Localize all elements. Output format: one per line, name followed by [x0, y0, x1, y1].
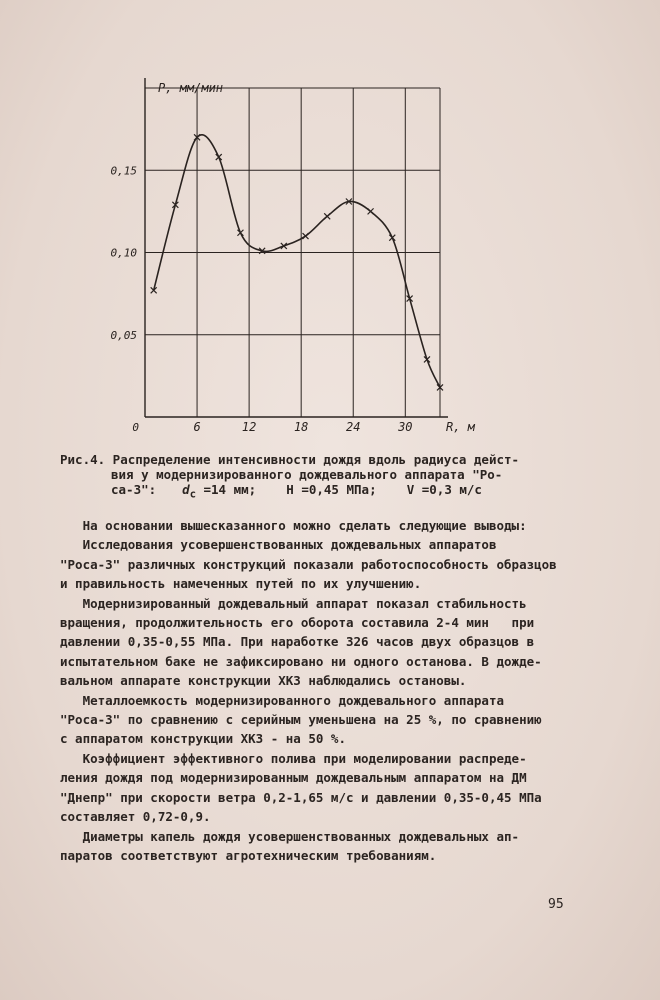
chart-grid — [145, 88, 440, 417]
body-line: составляет 0,72-0,9. — [60, 809, 211, 825]
body-line: ления дождя под модернизированным дождевальным аппаратом на ДМ — [60, 770, 527, 786]
body-text — [60, 516, 600, 865]
caption-symbol-sub: c — [189, 488, 196, 501]
x-axis-label: R, м — [446, 420, 475, 434]
body-line: "Роса-3" различных конструкций показали работоспособность образцов — [60, 556, 557, 572]
chart-tick-labels — [111, 164, 413, 434]
data-point — [368, 208, 374, 214]
caption-diameter: =14 мм; — [203, 482, 257, 497]
body-line: паратов соответствуют агротехническим требованиям. — [60, 847, 437, 863]
caption-symbol-d: d — [182, 482, 190, 497]
body-line: и правильность намеченных путей по их улучшению. — [60, 576, 422, 592]
x-tick-label: 12 — [241, 420, 257, 434]
body-line: "Днепр" при скорости ветра 0,2-1,65 м/с и давлении 0,35-0,45 МПа — [60, 789, 542, 805]
figure-caption — [60, 452, 600, 503]
caption-pressure: H =0,45 МПа; — [286, 482, 377, 497]
body-line: вращения, продолжительность его оборота составила 2-4 мин при — [60, 615, 535, 631]
y-tick-label: 0,05 — [110, 328, 137, 342]
body-line: испытательном баке не зафиксировано ни одного останова. В дожде- — [60, 653, 542, 669]
data-point — [237, 230, 243, 236]
body-line: Исследования усовершенствованных дождевальных аппаратов — [60, 537, 497, 553]
caption-line — [60, 482, 600, 503]
series-markers — [151, 134, 443, 390]
data-point — [324, 213, 330, 219]
body-line: На основании вышесказанного можно сделать следующие выводы: — [60, 518, 527, 533]
data-point — [216, 154, 222, 160]
origin-label: 0 — [132, 421, 139, 434]
y-tick-label: 0,15 — [110, 164, 137, 178]
body-line: давлении 0,35-0,55 МПа. При наработке 326 часов двух образцов в — [60, 634, 535, 650]
data-point — [303, 233, 309, 239]
x-tick-label: 24 — [346, 420, 361, 434]
body-line: Модернизированный дождевальный аппарат показал стабильность — [60, 595, 527, 611]
caption-model: са-3": — [111, 482, 157, 497]
caption-line: вия у модернизированного дождевального аппарата "Ро- — [111, 467, 503, 482]
x-tick-label: 18 — [293, 420, 309, 434]
y-axis-label: P, мм/мин — [158, 81, 224, 95]
x-tick-label: 6 — [193, 420, 201, 434]
intensity-chart — [0, 0, 660, 450]
body-line: Металлоемкость модернизированного дождевального аппарата — [60, 692, 505, 708]
x-tick-label: 30 — [398, 420, 413, 434]
body-line: Диаметры капель дождя усовершенствованных дождевальных ап- — [60, 828, 520, 844]
body-line: вальном аппарате конструкции ХКЗ наблюдались остановы. — [60, 673, 467, 689]
page-number: 95 — [548, 897, 564, 912]
caption-line: Рис.4. Распределение интенсивности дождя вдоль радиуса дейст- — [60, 452, 520, 467]
body-line: с аппаратом конструкции ХКЗ - на 50 %. — [60, 731, 346, 747]
caption-wind: V =0,3 м/с — [406, 482, 482, 497]
body-line: "Роса-3" по сравнению с серийным уменьшена на 25 %, по сравнению — [60, 712, 542, 728]
y-tick-label: 0,10 — [110, 246, 137, 260]
chart-axes — [145, 78, 448, 417]
data-point — [389, 235, 395, 241]
body-line: Коэффициент эффективного полива при моделировании распреде- — [60, 750, 527, 766]
